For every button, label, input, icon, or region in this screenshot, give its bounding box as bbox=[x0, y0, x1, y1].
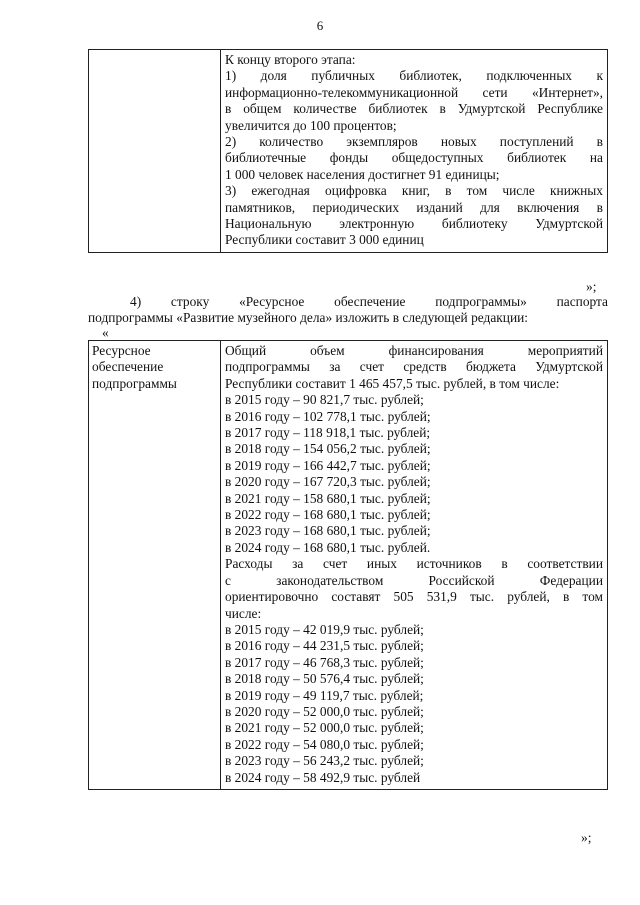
text-line: в 2024 году – 168 680,1 тыс. рублей. bbox=[225, 539, 431, 555]
text-line: в 2020 году – 167 720,3 тыс. рублей; bbox=[225, 474, 431, 490]
label-line: обеспечение bbox=[92, 359, 164, 375]
text-line: в 2022 году – 168 680,1 тыс. рублей; bbox=[225, 507, 431, 523]
paragraph-line: 4) строку «Ресурсное обеспечение подпрограммы» паспорта bbox=[130, 294, 608, 309]
page-number: 6 bbox=[316, 18, 324, 33]
text-line: Национальную электронную библиотеку Удмуртской bbox=[225, 216, 603, 232]
text-line: К концу второго этапа: bbox=[225, 52, 356, 67]
text-line: увеличится до 100 процентов; bbox=[225, 117, 397, 133]
text-line: информационно-телекоммуникационной сети «Интернет», bbox=[225, 84, 603, 100]
text-line: числе: bbox=[225, 605, 262, 621]
text-line: в 2016 году – 44 231,5 тыс. рублей; bbox=[225, 638, 424, 654]
text-line: Общий объем финансирования мероприятий bbox=[225, 343, 603, 358]
text-line: памятников, периодических изданий для включения в bbox=[225, 199, 603, 215]
text-line: 3) ежегодная оцифровка книг, в том числе книжных bbox=[225, 183, 603, 199]
text-line: Республики составит 1 465 457,5 тыс. рублей, в том числе: bbox=[225, 375, 560, 391]
label-line: подпрограммы bbox=[92, 375, 177, 391]
table-cell-label bbox=[89, 50, 221, 253]
text-line: Республики составит 3 000 единиц bbox=[225, 232, 424, 248]
text-line: в 2021 году – 52 000,0 тыс. рублей; bbox=[225, 720, 424, 736]
text-line: в 2016 году – 102 778,1 тыс. рублей; bbox=[225, 408, 431, 424]
text-line: в 2024 году – 58 492,9 тыс. рублей bbox=[225, 769, 421, 785]
text-line: в 2019 году – 166 442,7 тыс. рублей; bbox=[225, 457, 431, 473]
text-line: в 2018 году – 50 576,4 тыс. рублей; bbox=[225, 671, 424, 687]
text-line: в 2023 году – 56 243,2 тыс. рублей; bbox=[225, 753, 424, 769]
text-line: в 2015 году – 90 821,7 тыс. рублей; bbox=[225, 392, 424, 408]
text-line: в общем количестве библиотек в Удмуртской Республике bbox=[225, 101, 603, 117]
table-cell-content bbox=[221, 50, 608, 253]
table-cell-label bbox=[89, 341, 221, 790]
closing-quote: »; bbox=[581, 830, 592, 845]
text-line: в 2022 году – 54 080,0 тыс. рублей; bbox=[225, 736, 424, 752]
text-line: в 2017 году – 46 768,3 тыс. рублей; bbox=[225, 654, 424, 670]
text-line: 2) количество экземпляров новых поступлений в bbox=[225, 134, 603, 150]
text-line: в 2015 году – 42 019,9 тыс. рублей; bbox=[225, 621, 424, 637]
text-line: в 2021 году – 158 680,1 тыс. рублей; bbox=[225, 490, 431, 506]
text-line: в 2019 году – 49 119,7 тыс. рублей; bbox=[225, 687, 424, 703]
text-line: библиотечные фонды общедоступных библиотек на bbox=[225, 150, 603, 166]
table-row bbox=[89, 50, 608, 253]
table-row bbox=[89, 341, 608, 790]
text-line: ориентировочно составят 505 531,9 тыс. рублей, в том bbox=[225, 589, 603, 605]
label-line: Ресурсное bbox=[92, 343, 151, 358]
text-line: 1) доля публичных библиотек, подключенных к bbox=[225, 68, 603, 84]
opening-quote: « bbox=[102, 325, 109, 340]
resource-table bbox=[88, 340, 608, 790]
text-line: Расходы за счет иных источников в соответствии bbox=[225, 556, 603, 572]
text-line: в 2020 году – 52 000,0 тыс. рублей; bbox=[225, 703, 424, 719]
closing-quote: »; bbox=[586, 279, 597, 294]
text-line: с законодательством Российской Федерации bbox=[225, 572, 603, 588]
text-line: в 2018 году – 154 056,2 тыс. рублей; bbox=[225, 441, 431, 457]
text-line: в 2017 году – 118 918,1 тыс. рублей; bbox=[225, 425, 431, 441]
text-line: в 2023 году – 168 680,1 тыс. рублей; bbox=[225, 523, 431, 539]
text-line: подпрограммы за счет средств бюджета Удмуртской bbox=[225, 359, 603, 375]
program-table-continued bbox=[88, 49, 608, 253]
amendment-paragraph bbox=[88, 294, 608, 327]
table-cell-content bbox=[221, 341, 608, 790]
paragraph-line: подпрограммы «Развитие музейного дела» изложить в следующей редакции: bbox=[88, 310, 529, 326]
text-line: 1 000 человек населения достигнет 91 единицы; bbox=[225, 166, 500, 182]
